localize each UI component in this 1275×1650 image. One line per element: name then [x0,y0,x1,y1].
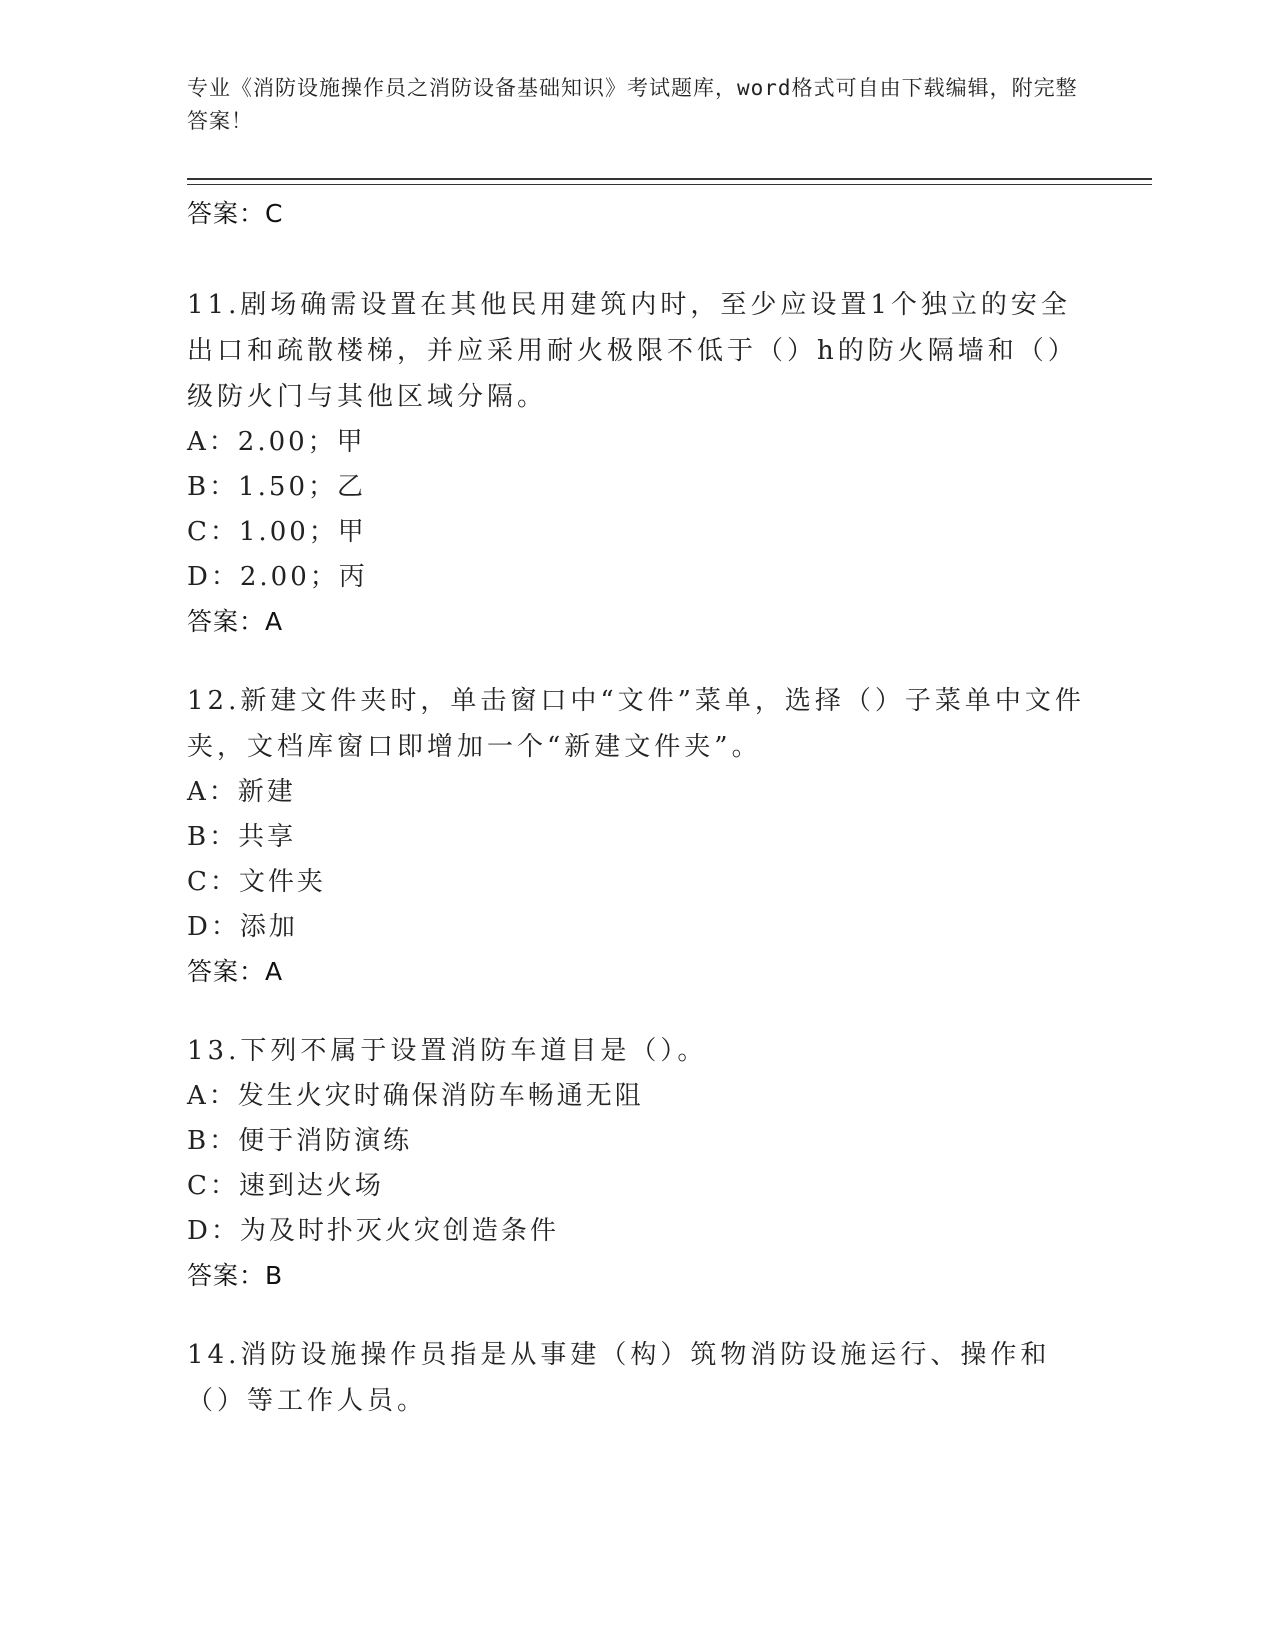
option-d: D：为及时扑灭火灾创造条件 [187,1216,559,1246]
header-rule [187,178,1152,180]
option-b: B：共享 [187,822,297,852]
question-stem: 13.下列不属于设置消防车道目是（）。 [187,1036,708,1066]
answer-line: 答案：A [187,607,284,636]
question-stem: 12.新建文件夹时，单击窗口中“文件”菜单，选择（）子菜单中文件夹，文档库窗口即增加一个“新建文件夹”。 [187,686,1085,762]
question-stem: 14.消防设施操作员指是从事建（构）筑物消防设施运行、操作和（）等工作人员。 [187,1340,1051,1416]
answer-line: 答案：C [187,199,284,228]
question-list [187,192,1087,1424]
option-c: C：速到达火场 [187,1171,384,1201]
answer-line: 答案：A [187,957,284,986]
option-a: A：新建 [187,777,296,807]
option-d: D：2.00；丙 [187,562,368,592]
option-c: C：1.00；甲 [187,517,367,547]
option-d: D：添加 [187,912,298,942]
option-c: C：文件夹 [187,867,326,897]
option-a: A：发生火灾时确保消防车畅通无阻 [187,1081,644,1111]
option-b: B：便于消防演练 [187,1126,413,1156]
option-a: A：2.00；甲 [187,427,366,457]
document-header: 专业《消防设施操作员之消防设备基础知识》考试题库，word格式可自由下载编辑，附完整答案！ [187,76,1078,133]
question-stem: 11.剧场确需设置在其他民用建筑内时，至少应设置1个独立的安全出口和疏散楼梯，并应采用耐火极限不低于（）h的防火隔墙和（）级防火门与其他区域分隔。 [187,290,1078,412]
answer-line: 答案：B [187,1261,284,1290]
option-b: B：1.50；乙 [187,472,366,502]
header-rule-thin [187,184,1152,185]
